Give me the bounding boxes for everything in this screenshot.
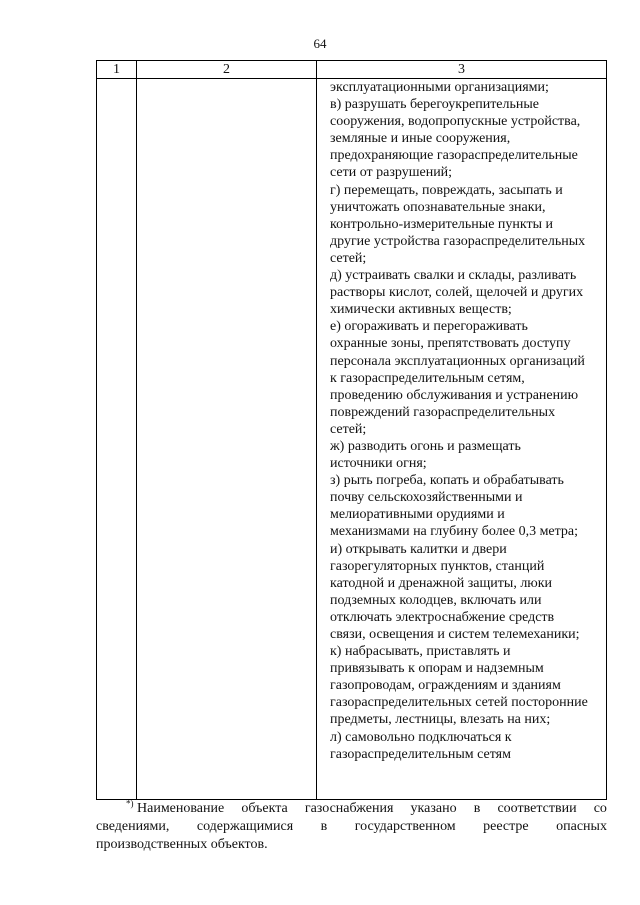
text-line: е) огораживать и перегораживать bbox=[330, 319, 528, 335]
restrictions-text bbox=[330, 79, 602, 763]
text-line: повреждений газораспределительных bbox=[330, 404, 556, 420]
text-line: сооружения, водопропускные устройства, bbox=[330, 114, 581, 130]
text-line: источники огня; bbox=[330, 456, 427, 472]
text-line: уничтожать опознавательные знаки, bbox=[330, 199, 546, 215]
text-line: охранные зоны, препятствовать доступу bbox=[330, 336, 571, 352]
text-line: земляные и иные сооружения, bbox=[330, 131, 511, 147]
text-line: и) открывать калитки и двери bbox=[330, 541, 507, 557]
table-cell-col3 bbox=[317, 79, 607, 800]
text-line: химически активных веществ; bbox=[330, 302, 512, 318]
text-line: газораспределительных сетей посторонние bbox=[330, 695, 588, 711]
column-header-1: 1 bbox=[97, 61, 137, 79]
text-line: л) самовольно подключаться к bbox=[330, 729, 512, 745]
text-line: г) перемещать, повреждать, засыпать и bbox=[330, 182, 563, 198]
text-line: мелиоративными орудиями и bbox=[330, 507, 505, 523]
text-line: отключать электроснабжение средств bbox=[330, 609, 555, 625]
footnote-word: содержащимися bbox=[196, 819, 294, 834]
text-line: катодной и дренажной защиты, люки bbox=[330, 575, 553, 591]
footnote-line-2 bbox=[96, 818, 607, 836]
text-line: контрольно-измерительные пункты и bbox=[330, 216, 554, 232]
footnote-word: объекта bbox=[241, 801, 288, 816]
table-row bbox=[97, 79, 607, 800]
column-header-2: 2 bbox=[137, 61, 317, 79]
text-line: к газораспределительным сетям, bbox=[330, 370, 525, 386]
footnote-word: в bbox=[320, 819, 328, 834]
text-line: растворы кислот, солей, щелочей и других bbox=[330, 285, 584, 301]
text-line: д) устраивать свалки и склады, разливать bbox=[330, 268, 577, 284]
text-line: газораспределительным сетям bbox=[330, 746, 511, 762]
footnote-word: реестре bbox=[483, 819, 529, 834]
text-line: механизмами на глубину более 0,3 метра; bbox=[330, 524, 579, 540]
text-line: персонала эксплуатационных организаций bbox=[330, 353, 585, 369]
footnote-word: указано bbox=[410, 801, 457, 816]
table-cell-col2 bbox=[137, 79, 317, 800]
text-line: предохраняющие газораспределительные bbox=[330, 148, 578, 164]
footnote bbox=[96, 800, 607, 854]
table-cell-col1 bbox=[97, 79, 137, 800]
footnote-line-1 bbox=[96, 800, 607, 818]
text-line: к) набрасывать, приставлять и bbox=[330, 644, 511, 660]
table-header-row bbox=[97, 61, 607, 79]
footnote-word: опасных bbox=[556, 819, 607, 834]
footnote-word: сведениями, bbox=[96, 819, 170, 834]
footnote-word: в bbox=[473, 801, 481, 816]
text-line: сети от разрушений; bbox=[330, 165, 453, 181]
footnote-word: соответствии bbox=[497, 801, 577, 816]
text-line: з) рыть погреба, копать и обрабатывать bbox=[330, 473, 564, 489]
text-line: в) разрушать берегоукрепительные bbox=[330, 97, 540, 113]
text-line: ж) разводить огонь и размещать bbox=[330, 438, 521, 454]
document-table bbox=[96, 60, 607, 800]
text-line: сетей; bbox=[330, 421, 367, 437]
text-line: предметы, лестницы, влезать на них; bbox=[330, 712, 551, 728]
text-line: сетей; bbox=[330, 250, 367, 266]
text-line: связи, освещения и систем телемеханики; bbox=[330, 627, 580, 642]
text-line: эксплуатационными организациями; bbox=[330, 80, 549, 95]
footnote-start bbox=[126, 800, 224, 818]
footnote-word: Наименование bbox=[137, 801, 225, 816]
footnote-word: со bbox=[593, 801, 607, 816]
text-line: привязывать к опорам и надземным bbox=[330, 661, 544, 677]
text-line: проведению обслуживания и устранению bbox=[330, 387, 579, 403]
footnote-word: газоснабжения bbox=[304, 801, 394, 816]
column-header-3: 3 bbox=[317, 61, 607, 79]
text-line: подземных колодцев, включать или bbox=[330, 592, 542, 608]
text-line: почву сельскохозяйственными и bbox=[330, 490, 523, 506]
page-number: 64 bbox=[313, 36, 327, 51]
footnote-line-3: производственных объектов. bbox=[96, 837, 268, 852]
text-line: газопроводам, ограждениям и зданиям bbox=[330, 678, 561, 694]
footnote-marker: *) bbox=[126, 798, 134, 809]
text-line: газорегуляторных пунктов, станций bbox=[330, 558, 545, 574]
text-line: другие устройства газораспределительных bbox=[330, 233, 586, 249]
footnote-word: государственном bbox=[354, 819, 456, 834]
